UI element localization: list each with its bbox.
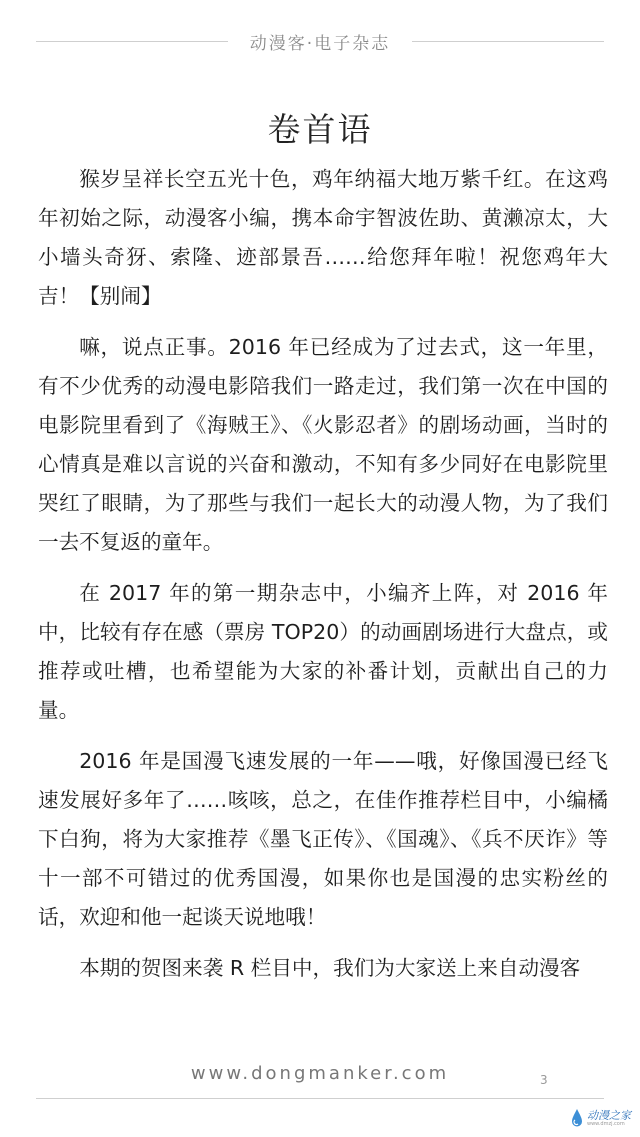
magazine-header [36, 30, 604, 52]
footer-website: www.dongmanker.com [190, 1063, 450, 1084]
footer-rule [36, 1098, 604, 1099]
page-title: 卷首语 [267, 110, 373, 149]
paragraph-2: 嘛，说点正事。2016 年已经成为了过去式，这一年里，有不少优秀的动漫电影陪我们一路走过，我们第一次在中国的电影院里看到了《海贼王》、《火影忍者》的剧场动画，当时的心情真是难以言说的兴奋和激动，不知有多少同好在电影院里哭红了眼睛，为了那些与我们一起长大的动漫人物，为了我们一去不复返的童年。 [38, 335, 608, 554]
watermark-url: www.dmzj.com [587, 1120, 625, 1127]
drop-logo-icon [570, 1108, 584, 1128]
page-number: 3 [540, 1073, 548, 1087]
paragraph-1: 猴岁呈祥长空五光十色，鸡年纳福大地万紫千红。在这鸡年初始之际，动漫客小编，携本命宇智波佐助、黄濑凉太，大小墙头奇犽、索隆、迹部景吾……给您拜年啦！祝您鸡年大吉！【别闹】 [38, 167, 608, 308]
header-rule-right [412, 41, 604, 42]
watermark-name: 动漫之家 [587, 1108, 631, 1122]
paragraph-5: 本期的贺图来袭 R 栏目中，我们为大家送上来自动漫客 [79, 956, 581, 980]
header-rule-left [36, 41, 228, 42]
magazine-name: 动漫客·电子杂志 [249, 33, 391, 54]
paragraph-4: 2016 年是国漫飞速发展的一年——哦，好像国漫已经飞速发展好多年了……咳咳，总之，在佳作推荐栏目中，小编橘下白狗，将为大家推荐《墨飞正传》、《国魂》、《兵不厌诈》等十一部不可错过的优秀国漫，如果你也是国漫的忠实粉丝的话，欢迎和他一起谈天说地哦！ [38, 749, 608, 929]
site-watermark [570, 1108, 631, 1128]
article-body [38, 160, 608, 1000]
paragraph-3: 在 2017 年的第一期杂志中，小编齐上阵，对 2016 年中，比较有存在感（票房 TOP20）的动画剧场进行大盘点，或推荐或吐槽，也希望能为大家的补番计划，贡献出自己的力量。 [38, 581, 608, 722]
